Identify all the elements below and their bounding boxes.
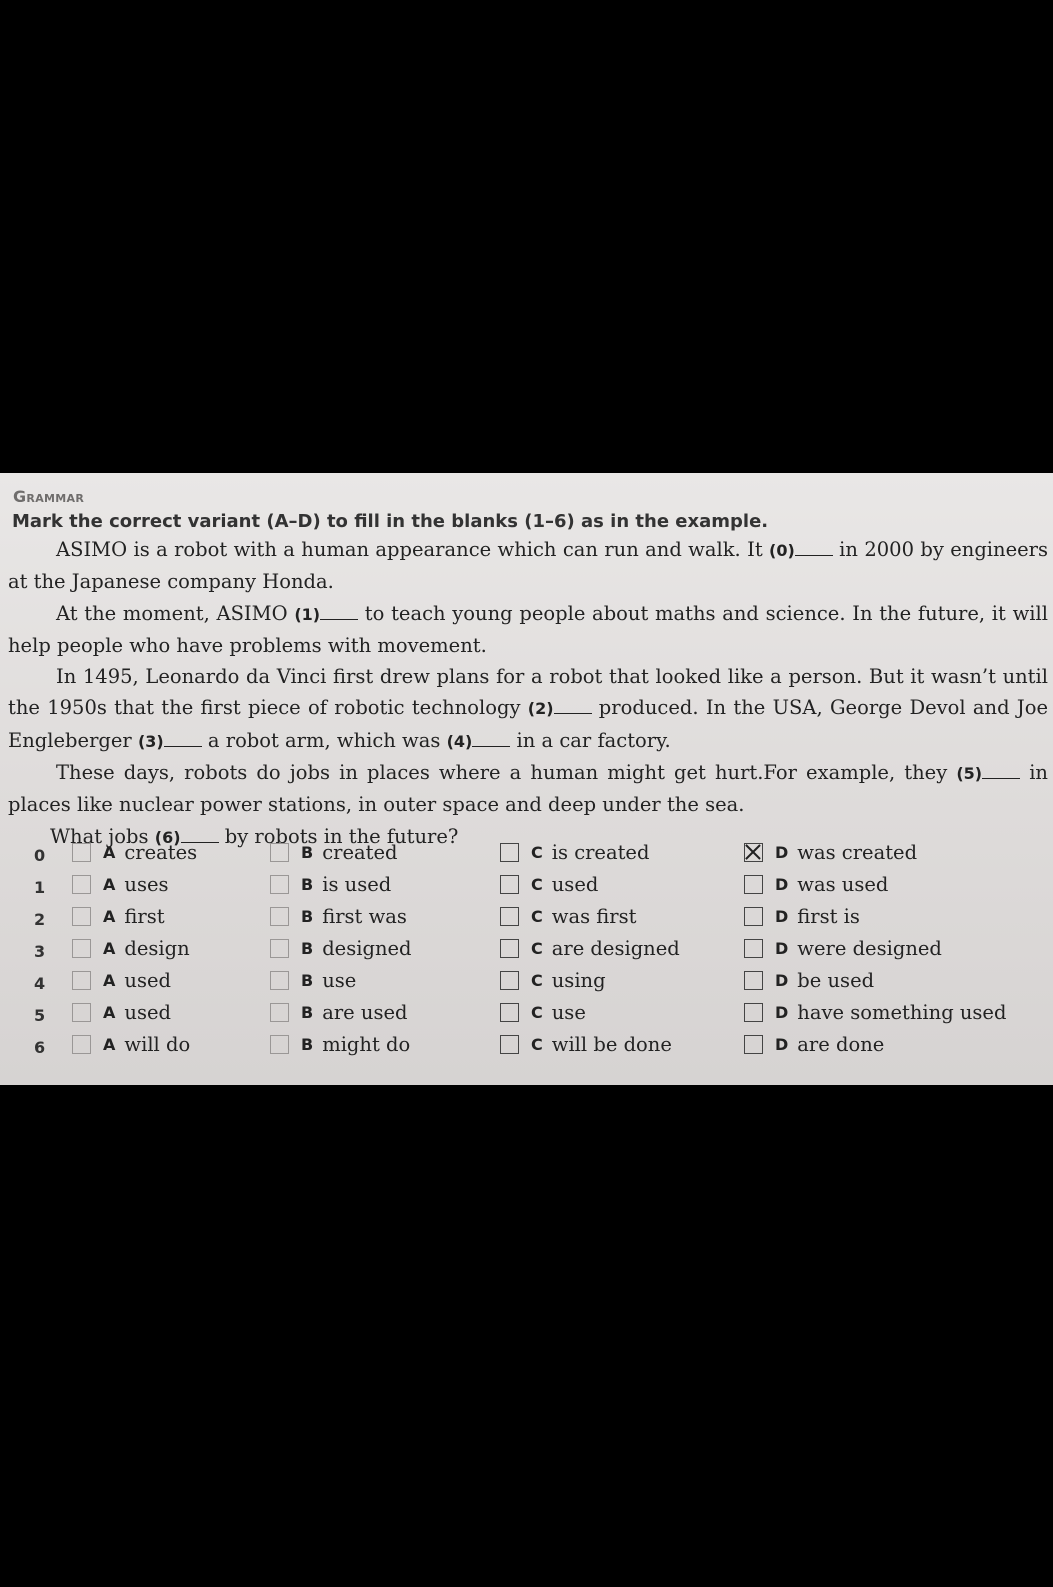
option-letter: D (775, 939, 789, 958)
answer-checkbox[interactable] (500, 1003, 519, 1022)
instruction: Mark the correct variant (A–D) to fill in the blanks (1–6) as in the example. (12, 511, 769, 532)
option-a[interactable] (72, 873, 169, 896)
blank-line (982, 763, 1020, 779)
text-span: in 2000 by engineers at the Japanese company Honda. (8, 538, 1049, 594)
option-a[interactable] (72, 937, 190, 960)
text-span: by robots in the future? (218, 824, 459, 848)
gap-number: (6) (154, 827, 181, 847)
gap-number: (1) (294, 604, 321, 624)
option-text: will do (124, 1033, 191, 1056)
row-number: 6 (34, 1038, 46, 1057)
option-d[interactable] (744, 873, 888, 896)
option-letter: A (103, 1003, 116, 1022)
answer-checkbox[interactable] (744, 1003, 763, 1022)
option-letter: D (775, 843, 789, 862)
option-c[interactable] (500, 841, 649, 864)
answer-row (0, 936, 1053, 968)
option-letter: A (103, 939, 116, 958)
answer-checkbox[interactable] (72, 907, 91, 926)
option-d[interactable] (744, 969, 874, 992)
text-span: produced. In the USA, George Devol and Joe Engleberger (8, 696, 1048, 752)
worksheet-page (0, 473, 1053, 1085)
option-text: creates (124, 841, 198, 864)
answer-checkbox[interactable] (500, 843, 519, 862)
option-letter: B (301, 971, 314, 990)
answer-checkbox[interactable] (744, 875, 763, 894)
paragraph-4 (8, 757, 1048, 821)
row-number: 5 (34, 1006, 46, 1025)
paragraph-3 (8, 661, 1048, 757)
gap-number: (3) (137, 731, 164, 751)
option-letter: B (301, 1035, 314, 1054)
option-text: was used (797, 873, 889, 896)
answer-checkbox[interactable] (500, 875, 519, 894)
option-c[interactable] (500, 1033, 672, 1056)
option-letter: D (775, 1003, 789, 1022)
option-letter: A (103, 1035, 116, 1054)
option-letter: A (103, 843, 116, 862)
option-letter: C (531, 1003, 543, 1022)
answer-checkbox[interactable] (270, 843, 289, 862)
answer-checkbox[interactable] (744, 1035, 763, 1054)
option-text: first (124, 905, 165, 928)
answer-checkbox[interactable] (500, 907, 519, 926)
answer-checkbox[interactable] (500, 939, 519, 958)
option-text: used (124, 1001, 171, 1024)
answer-checkbox[interactable] (72, 939, 91, 958)
answer-checkbox[interactable] (72, 971, 91, 990)
answer-checkbox[interactable] (72, 875, 91, 894)
answer-row (0, 1000, 1053, 1032)
option-d[interactable] (744, 905, 860, 928)
option-text: are designed (551, 937, 680, 960)
option-c[interactable] (500, 1001, 586, 1024)
row-number: 3 (34, 942, 46, 961)
option-d[interactable] (744, 1033, 884, 1056)
option-text: are done (797, 1033, 885, 1056)
answer-checkbox[interactable] (72, 843, 91, 862)
option-letter: B (301, 875, 314, 894)
option-a[interactable] (72, 969, 171, 992)
answer-row (0, 840, 1053, 872)
answer-checkbox[interactable] (72, 1035, 91, 1054)
option-text: is used (322, 873, 392, 896)
option-text: created (322, 841, 398, 864)
gap-number: (4) (446, 731, 473, 751)
answer-checkbox[interactable] (270, 875, 289, 894)
answer-checkbox[interactable] (744, 939, 763, 958)
answer-grid (0, 840, 1053, 1064)
answer-row (0, 1032, 1053, 1064)
blank-line (320, 604, 358, 620)
option-c[interactable] (500, 873, 598, 896)
option-letter: B (301, 1003, 314, 1022)
option-text: using (551, 969, 606, 992)
text-span: ASIMO is a robot with a human appearance which can run and walk. It (56, 538, 770, 561)
answer-checkbox[interactable] (744, 843, 763, 862)
answer-row (0, 968, 1053, 1000)
option-c[interactable] (500, 905, 636, 928)
option-letter: A (103, 907, 116, 926)
option-text: first is (797, 905, 860, 928)
option-text: was first (551, 905, 637, 928)
option-text: designed (322, 937, 412, 960)
option-b[interactable] (270, 937, 412, 960)
option-d[interactable] (744, 841, 917, 864)
answer-checkbox[interactable] (270, 907, 289, 926)
blank-line (472, 731, 510, 747)
option-letter: C (531, 939, 543, 958)
answer-row (0, 904, 1053, 936)
option-letter: D (775, 875, 789, 894)
text-span: to teach young people about maths and science. In the future, it will help people who have problems with movement. (8, 601, 1048, 657)
option-text: used (124, 969, 171, 992)
option-letter: A (103, 971, 116, 990)
paragraph-2 (8, 598, 1048, 662)
option-a[interactable] (72, 1001, 171, 1024)
option-text: might do (322, 1033, 411, 1056)
option-text: first was (322, 905, 407, 928)
option-letter: C (531, 875, 543, 894)
option-a[interactable] (72, 841, 197, 864)
option-b[interactable] (270, 1033, 410, 1056)
option-letter: A (103, 875, 116, 894)
text-span: What jobs (50, 824, 155, 848)
answer-checkbox[interactable] (270, 939, 289, 958)
option-text: be used (797, 969, 875, 992)
row-number: 2 (34, 910, 46, 929)
answer-checkbox[interactable] (270, 1035, 289, 1054)
option-letter: C (531, 907, 543, 926)
gap-number: (5) (956, 764, 983, 784)
answer-checkbox[interactable] (72, 1003, 91, 1022)
option-d[interactable] (744, 937, 942, 960)
text-span: a robot arm, which was (201, 728, 447, 752)
answer-checkbox[interactable] (270, 1003, 289, 1022)
option-a[interactable] (72, 1033, 190, 1056)
option-letter: B (301, 843, 314, 862)
reading-text (8, 534, 1048, 853)
option-text: is created (551, 841, 650, 864)
option-letter: D (775, 971, 789, 990)
option-c[interactable] (500, 937, 680, 960)
answer-checkbox[interactable] (500, 1035, 519, 1054)
option-text: was created (797, 841, 918, 864)
paragraph-1 (8, 534, 1048, 598)
option-text: design (124, 937, 190, 960)
option-text: uses (124, 873, 169, 896)
text-span: These days, robots do jobs in places where a human might get hurt.For example, they (56, 761, 957, 785)
row-number: 0 (34, 846, 46, 865)
option-b[interactable] (270, 841, 397, 864)
option-letter: C (531, 1035, 543, 1054)
row-number: 4 (34, 974, 46, 993)
option-text: use (551, 1001, 586, 1024)
option-letter: D (775, 1035, 789, 1054)
answer-checkbox[interactable] (270, 971, 289, 990)
option-letter: C (531, 971, 543, 990)
option-b[interactable] (270, 969, 356, 992)
option-text: were designed (797, 937, 942, 960)
option-text: used (551, 873, 599, 896)
option-text: have something used (797, 1001, 1007, 1024)
section-title: Grammar (13, 487, 85, 506)
gap-number: (2) (527, 699, 554, 719)
row-number: 1 (34, 878, 46, 897)
option-b[interactable] (270, 873, 391, 896)
option-letter: D (775, 907, 789, 926)
text-span: in a car factory. (510, 728, 671, 752)
option-text: use (322, 969, 357, 992)
option-b[interactable] (270, 1001, 407, 1024)
blank-line (164, 731, 202, 747)
answer-checkbox[interactable] (744, 907, 763, 926)
option-a[interactable] (72, 905, 165, 928)
answer-checkbox[interactable] (744, 971, 763, 990)
answer-checkbox[interactable] (500, 971, 519, 990)
option-letter: C (531, 843, 543, 862)
option-text: are used (322, 1001, 408, 1024)
option-c[interactable] (500, 969, 606, 992)
option-d[interactable] (744, 1001, 1006, 1024)
text-span: At the moment, ASIMO (56, 601, 295, 625)
blank-line (795, 540, 833, 556)
blank-line (554, 698, 592, 714)
option-text: will be done (551, 1033, 672, 1056)
text-span: in places like nuclear power stations, in outer space and deep under the sea. (8, 761, 1048, 817)
option-b[interactable] (270, 905, 407, 928)
option-letter: B (301, 939, 314, 958)
text-span: In 1495, Leonardo da Vinci first drew plans for a robot that looked like a person. But it wasn’t until the 1950s that the first piece of robotic technology (8, 665, 1048, 720)
gap-number: (0) (769, 541, 795, 560)
option-letter: B (301, 907, 314, 926)
answer-row (0, 872, 1053, 904)
